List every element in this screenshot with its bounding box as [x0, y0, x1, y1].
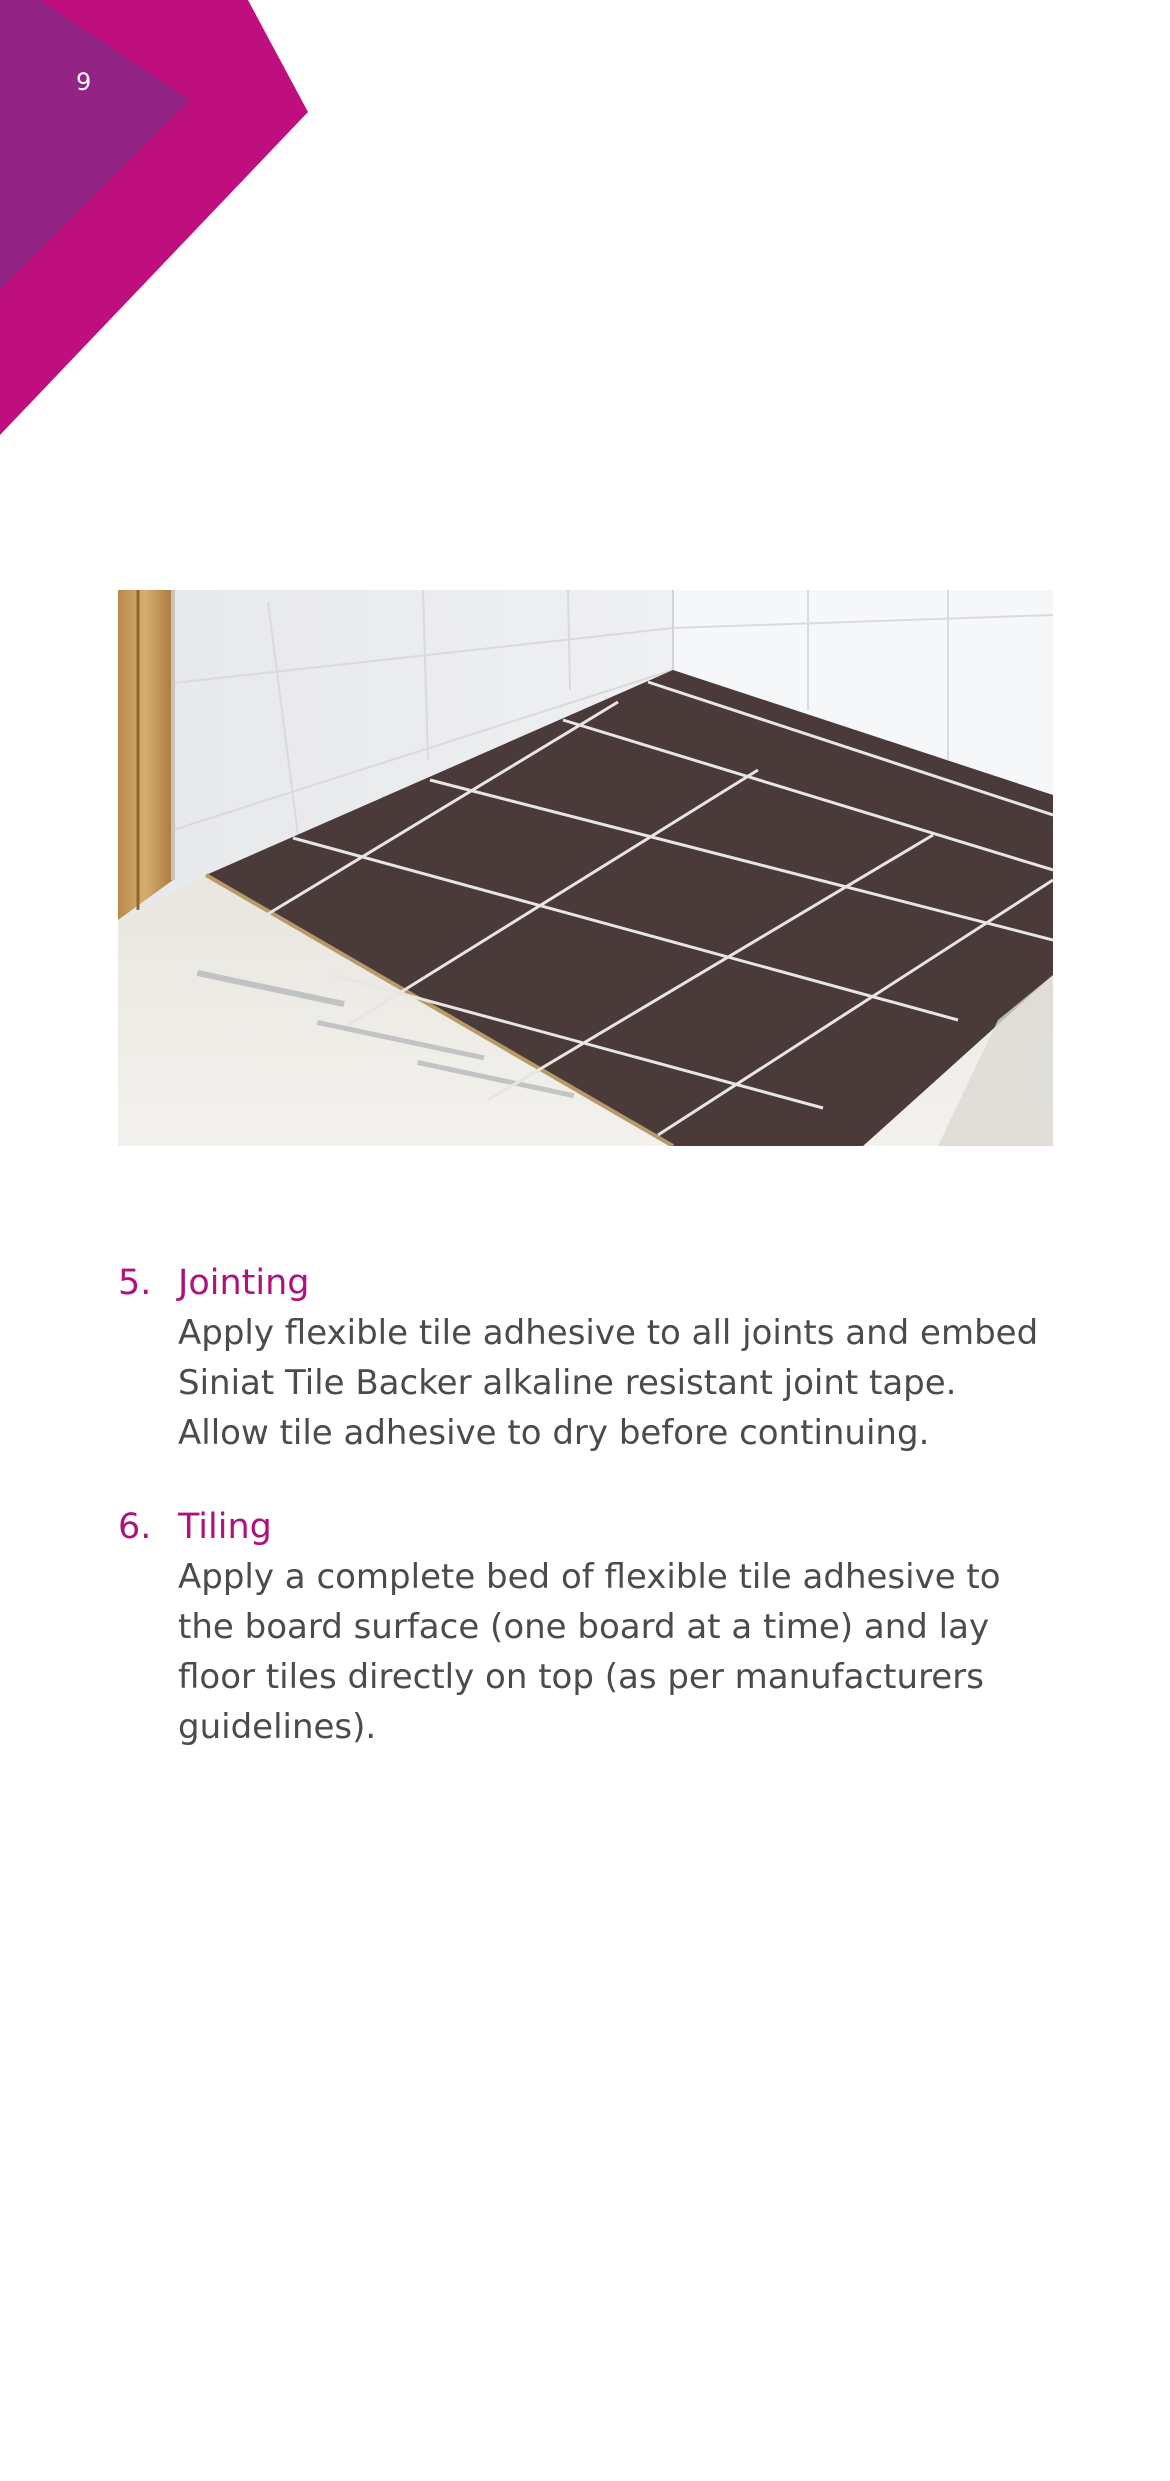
instruction-steps	[118, 1258, 1078, 1796]
corner-decoration	[0, 0, 320, 440]
step-title: Tiling	[178, 1507, 272, 1547]
step-body: Apply a complete bed of flexible tile adhesive to the board surface (one board at a time) and lay floor tiles directly on top (as per manufacturers guidelines).	[178, 1557, 1001, 1747]
step-jointing	[118, 1258, 1078, 1458]
step-tiling	[118, 1502, 1078, 1752]
step-body: Apply flexible tile adhesive to all joints and embed Siniat Tile Backer alkaline resistant joint tape. Allow tile adhesive to dry before continuing.	[178, 1313, 1039, 1453]
step-title: Jointing	[178, 1263, 310, 1303]
page-number: 9	[76, 68, 92, 96]
step-number: 5.	[118, 1263, 152, 1303]
step-number: 6.	[118, 1507, 152, 1547]
tiled-floor-photo	[118, 590, 1053, 1146]
